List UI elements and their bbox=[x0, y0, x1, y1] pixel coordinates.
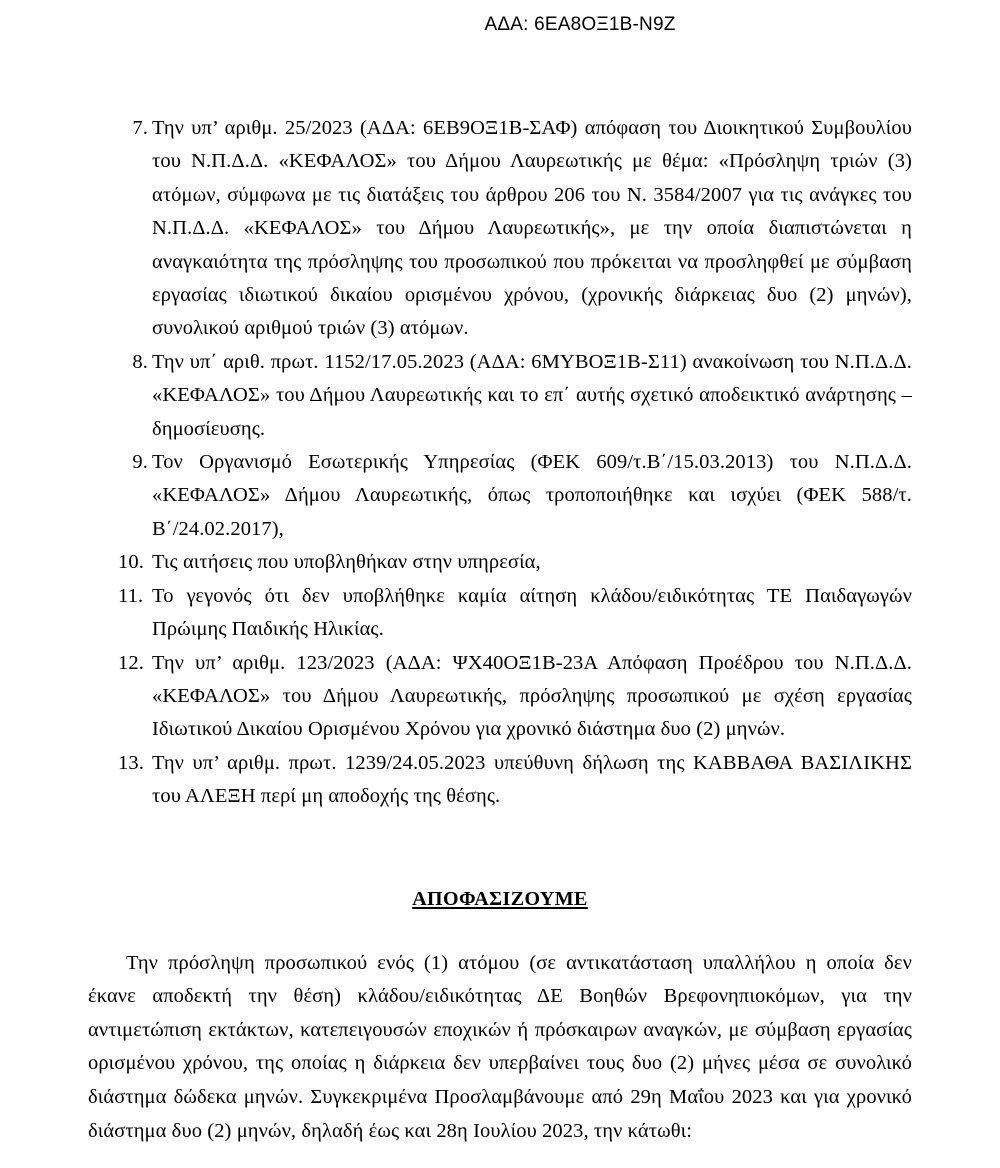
clause-number: 12. bbox=[118, 651, 144, 674]
decision-paragraph: Την πρόσληψη προσωπικού ενός (1) ατόμου (σε αντικατάσταση υπαλλήλου η οποία δεν έκανε αποδεκτή την θέση) κλάδου/ειδικότητας ΔΕ Βοηθών Βρεφονηπιοκόμων, για την αντιμετώπιση εκτάκτων, κατεπειγουσών εποχικών ή πρόσκαιρων αναγκών, με σύμβαση εργασίας ορισμένου χρόνου, της οποίας η διάρκεια δεν υπερβαίνει τους δυο (2) μήνες μέσα σε συνολικό διάστημα δώδεκα μηνών. Συγκεκριμένα Προσλαμβάνουμε από 29η Μαΐου 2023 και για χρονικό διάστημα δυο (2) μηνών, δηλαδή έως και 28η Ιουλίου 2023, την κάτωθι: bbox=[88, 951, 912, 1142]
ada-header-stamp: ΑΔΑ: 6ΕΑ8ΟΞ1Β-Ν9Ζ bbox=[484, 14, 676, 35]
clause-number: 13. bbox=[118, 751, 144, 774]
numbered-clause-list bbox=[0, 112, 1000, 814]
clause-text: Τον Οργανισμό Εσωτερικής Υπηρεσίας (ΦΕΚ 609/τ.Β΄/15.03.2013) του Ν.Π.Δ.Δ. «ΚΕΦΑΛΟΣ» Δήμου Λαυρεωτικής, όπως τροποποιήθηκε και ισχύει (ΦΕΚ 588/τ. Β΄/24.02.2017), bbox=[152, 451, 912, 540]
clause-text: Την υπ’ αριθμ. πρωτ. 1239/24.05.2023 υπεύθυνη δήλωση της ΚΑΒΒΑΘΑ ΒΑΣΙΛΙΚΗΣ του ΑΛΕΞΗ περί μη αποδοχής της θέσης. bbox=[152, 751, 912, 808]
decision-heading bbox=[0, 888, 1000, 911]
clause-number: 9. bbox=[132, 451, 148, 474]
decision-heading-text: ΑΠΟΦΑΣΙΖΟΥΜΕ bbox=[412, 887, 588, 910]
clause-text: Τις αιτήσεις που υποβληθήκαν στην υπηρεσία, bbox=[152, 551, 541, 574]
clause-item-13 bbox=[0, 747, 1000, 814]
clause-item-9 bbox=[0, 446, 1000, 546]
clause-text: Την υπ΄ αριθ. πρωτ. 1152/17.05.2023 (ΑΔΑ: 6ΜΥΒΟΞ1Β-Σ11) ανακοίνωση του Ν.Π.Δ.Δ. «ΚΕΦΑΛΟΣ» του Δήμου Λαυρεωτικής και το επ΄ αυτής σχετικό αποδεικτικό ανάρτησης – δημοσίευσης. bbox=[152, 350, 912, 440]
heading-spacer bbox=[0, 814, 1000, 888]
clause-number: 8. bbox=[132, 350, 148, 373]
post-heading-spacer bbox=[0, 911, 1000, 947]
clause-number: 10. bbox=[118, 551, 144, 574]
clause-item-7 bbox=[0, 112, 1000, 346]
clause-text: Την υπ’ αριθμ. 123/2023 (ΑΔΑ: ΨΧ40ΟΞ1Β-23Α Απόφαση Προέδρου του Ν.Π.Δ.Δ. «ΚΕΦΑΛΟΣ» του Δήμου Λαυρεωτικής, πρόσληψης προσωπικού με σχέση εργασίας Ιδιωτικού Δικαίου Ορισμένου Χρόνου για χρονικό διάστημα δυο (2) μηνών. bbox=[152, 651, 912, 741]
clause-text: Την υπ’ αριθμ. 25/2023 (ΑΔΑ: 6ΕΒ9ΟΞ1Β-ΣΑΦ) απόφαση του Διοικητικού Συμβουλίου του Ν.Π.Δ.Δ. «ΚΕΦΑΛΟΣ» του Δήμου Λαυρεωτικής με θέμα: «Πρόσληψη τριών (3) ατόμων, σύμφωνα με τις διατάξεις του άρθρου 206 του Ν. 3584/2007 για τις ανάγκες του Ν.Π.Δ.Δ. «ΚΕΦΑΛΟΣ» του Δήμου Λαυρεωτικής», με την οποία διαπιστώνεται η αναγκαιότητα της πρόσληψης του προσωπικού που πρόκειται να προσληφθεί με σύμβαση εργασίας ιδιωτικού δικαίου ορισμένου χρόνου, (χρονικής διάρκειας δυο (2) μηνών), συνολικού αριθμού τριών (3) ατόμων. bbox=[152, 117, 912, 340]
clause-item-11 bbox=[0, 580, 1000, 647]
clause-item-8 bbox=[0, 346, 1000, 446]
clause-item-12 bbox=[0, 647, 1000, 747]
clause-text: Το γεγονός ότι δεν υποβλήθηκε καμία αίτηση κλάδου/ειδικότητας ΤΕ Παιδαγωγών Πρώιμης Παιδικής Ηλικίας. bbox=[152, 584, 912, 641]
clause-number: 7. bbox=[132, 117, 148, 139]
clause-item-10 bbox=[0, 546, 1000, 579]
clause-number: 11. bbox=[118, 584, 144, 607]
document-body bbox=[0, 112, 1000, 1148]
